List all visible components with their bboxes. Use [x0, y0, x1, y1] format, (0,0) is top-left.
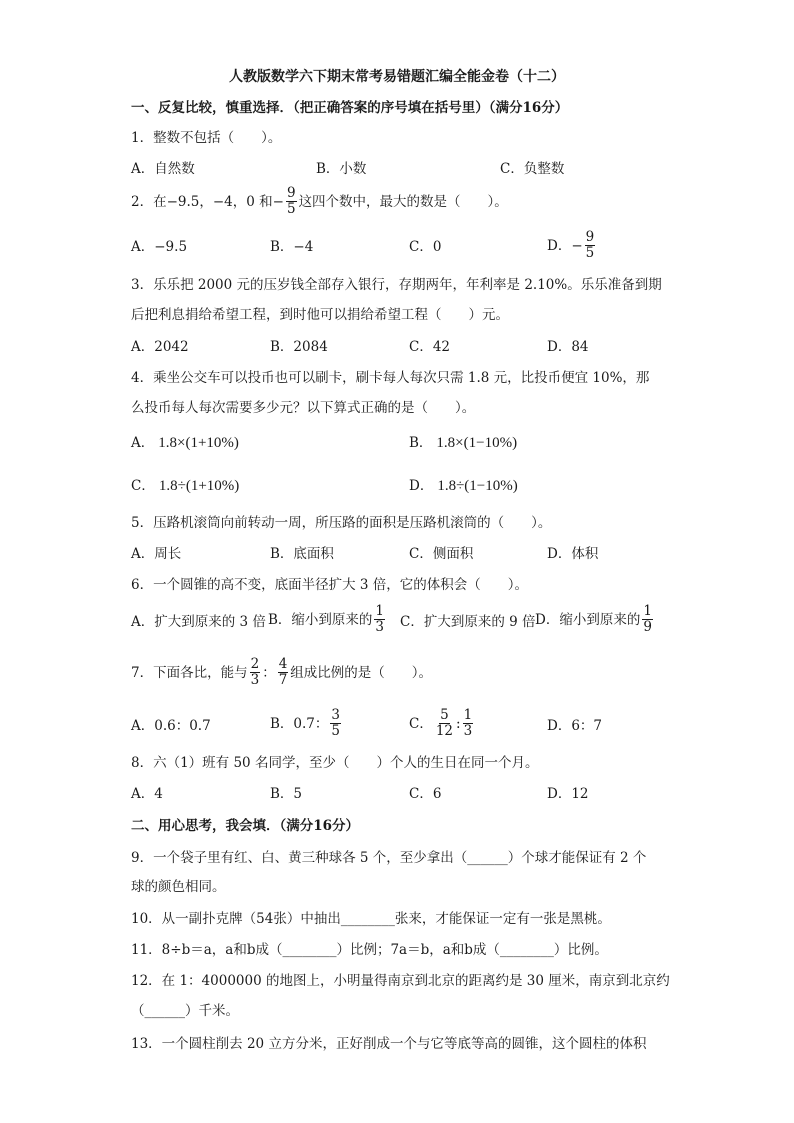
q1-option-a: A．自然数 [131, 161, 195, 177]
q7-option-d: D．6：7 [547, 718, 603, 734]
q8-option-d: D．12 [547, 786, 589, 802]
q7-c-frac2-num: 1 [463, 707, 473, 723]
q3-line2: 后把利息捐给希望工程，到时他可以捐给希望工程（ ）元。 [131, 307, 509, 323]
q1-option-c: C．负整数 [500, 161, 565, 177]
q2-option-c: C．0 [409, 239, 442, 255]
q7-c-frac1 [435, 708, 454, 739]
q9-post: ）个球才能保证有 2 个 [507, 850, 647, 866]
q8-stem: 8．六（1）班有 50 名同学，至少（ ）个人的生日在同一个月。 [131, 755, 539, 771]
page-title: 人教版数学六下期末常考易错题汇编全能金卷（十二） [229, 69, 565, 85]
q7-c-frac2-den: 3 [463, 723, 473, 739]
q7-option-a: A．0.6：0.7 [131, 718, 211, 734]
q1-stem: 1．整数不包括（ ）。 [131, 130, 282, 146]
q2-frac-den: 5 [286, 201, 296, 217]
q3-line1: 3．乐乐把 2000 元的压岁钱全部存入银行，存期两年，年利率是 2.10%。乐乐准备到期 [131, 277, 662, 293]
q5-option-b: B．底面积 [270, 546, 334, 562]
q7-c-label: C． [409, 715, 433, 732]
q3-option-c: C．42 [409, 339, 451, 355]
q4-c-expr: 1.8÷(1+10%) [158, 478, 240, 494]
section1-heading: 一、反复比较，慎重选择．（把正确答案的序号填在括号里）（满分16分） [131, 100, 569, 116]
q7-option-c [409, 708, 475, 739]
q8-option-b: B．5 [270, 786, 303, 802]
q6-d-num: 1 [643, 603, 652, 619]
q1-option-b: B．小数 [316, 161, 367, 177]
q6-option-c: C．扩大到原来的 9 倍 [400, 614, 536, 630]
q2-fraction [286, 186, 297, 217]
q10-line [131, 909, 611, 929]
q8-option-a: A．4 [131, 786, 163, 802]
q2-stem [131, 186, 508, 217]
q8-option-c: C．6 [409, 786, 442, 802]
q4-option-b [409, 433, 517, 453]
q7-frac1-den: 3 [250, 672, 260, 688]
q7-frac2-den: 7 [278, 672, 288, 688]
q12-line2: （______）千米。 [131, 1003, 239, 1019]
q4-option-d [409, 476, 518, 496]
q7-c-colon: : [456, 715, 461, 732]
q9-blank[interactable]: ______ [467, 850, 508, 866]
q6-b-fraction [374, 604, 385, 635]
q4-line1: 4．乘坐公交车可以投币也可以刷卡，刷卡每人每次只需 1.8 元，比投币便宜 10%，那 [131, 370, 650, 386]
q7-c-frac1-den: 12 [435, 723, 454, 739]
q6-d-fraction [642, 604, 653, 635]
q2-d-num: 9 [585, 229, 595, 245]
q3-option-a: A．2042 [131, 339, 189, 355]
q3-option-d: D．84 [547, 339, 589, 355]
q6-stem: 6．一个圆锥的高不变，底面半径扩大 3 倍，它的体积会（ ）。 [131, 577, 529, 593]
q6-b-label: B．缩小到原来的 [268, 611, 373, 628]
q5-option-d: D．体积 [547, 546, 599, 562]
q7-stem-post: 组成比例的是（ ）。 [290, 664, 433, 681]
q4-b-label: B． [409, 435, 433, 451]
q2-option-b: B．−4 [270, 239, 314, 255]
q7-colon: ： [262, 664, 276, 681]
q10-post: 张来，才能保证一定有一张是黑桃。 [394, 911, 611, 927]
q4-b-expr: 1.8×(1−10%) [436, 435, 518, 451]
q7-b-fraction [330, 708, 341, 739]
q6-b-num: 1 [375, 603, 385, 619]
q4-option-a [131, 433, 239, 453]
q7-frac2-num: 4 [278, 656, 288, 672]
q7-b-num: 3 [331, 707, 340, 723]
q7-frac1-num: 2 [250, 656, 260, 672]
q9-line2: 球的颜色相同。 [131, 879, 226, 895]
q2-d-den: 5 [585, 245, 595, 261]
q2-frac-num: 9 [286, 185, 296, 201]
q9-pre: 9．一个袋子里有红、白、黄三种球各 5 个，至少拿出（ [131, 850, 468, 866]
q2-stem-pre: 2．在−9.5，−4，0 和− [131, 193, 284, 210]
q10-blank[interactable]: ________ [340, 911, 395, 927]
q4-c-label: C． [131, 478, 155, 494]
q11-line: 11．8÷b＝a，a和b成（________）比例；7a＝b，a和b成（________）比例。 [131, 942, 608, 958]
q2-d-fraction [585, 230, 596, 261]
q7-stem-pre: 7．下面各比，能与 [131, 664, 248, 681]
q13-line1: 13．一个圆柱削去 20 立方分米，正好削成一个与它等底等高的圆锥，这个圆柱的体积 [131, 1036, 647, 1052]
q3-option-b: B．2084 [270, 339, 328, 355]
q7-c-frac1-num: 5 [440, 707, 449, 723]
q5-option-c: C．侧面积 [409, 546, 474, 562]
q7-stem [131, 657, 432, 688]
q2-d-label: D．− [547, 237, 583, 254]
q7-b-den: 5 [331, 723, 340, 739]
q6-d-label: D．缩小到原来的 [535, 611, 641, 628]
q12-line1: 12．在 1：4000000 的地图上，小明量得南京到北京的距离约是 30 厘米，南京到北京约 [131, 973, 670, 989]
q4-d-expr: 1.8÷(1−10%) [437, 478, 518, 494]
q7-option-b [270, 708, 343, 739]
q6-option-b [268, 604, 387, 635]
q2-option-a: A．−9.5 [131, 239, 188, 255]
q7-frac1 [250, 657, 261, 688]
q7-c-frac2 [463, 708, 474, 739]
q2-stem-post: 这四个数中，最大的数是（ ）。 [298, 193, 508, 210]
q4-option-c [131, 476, 239, 496]
q4-line2: 么投币每人每次需要多少元？以下算式正确的是（ ）。 [131, 400, 476, 416]
q10-pre: 10．从一副扑克牌（54张）中抽出 [131, 911, 341, 927]
section2-heading: 二、用心思考，我会填．（满分16分） [131, 818, 360, 834]
q6-d-den: 9 [643, 619, 652, 635]
q2-option-d [547, 230, 597, 261]
q5-stem: 5．压路机滚筒向前转动一周，所压路的面积是压路机滚筒的（ ）。 [131, 515, 552, 531]
q7-b-label: B．0.7： [270, 715, 329, 732]
q4-d-label: D． [409, 478, 434, 494]
q7-frac2 [278, 657, 289, 688]
q6-b-den: 3 [375, 619, 385, 635]
q4-a-label: A． [131, 435, 155, 451]
q6-option-d [535, 604, 655, 635]
q6-option-a: A．扩大到原来的 3 倍 [131, 614, 266, 630]
q9-line1 [131, 848, 646, 868]
q4-a-expr: 1.8×(1+10%) [158, 435, 239, 451]
q5-option-a: A．周长 [131, 546, 182, 562]
